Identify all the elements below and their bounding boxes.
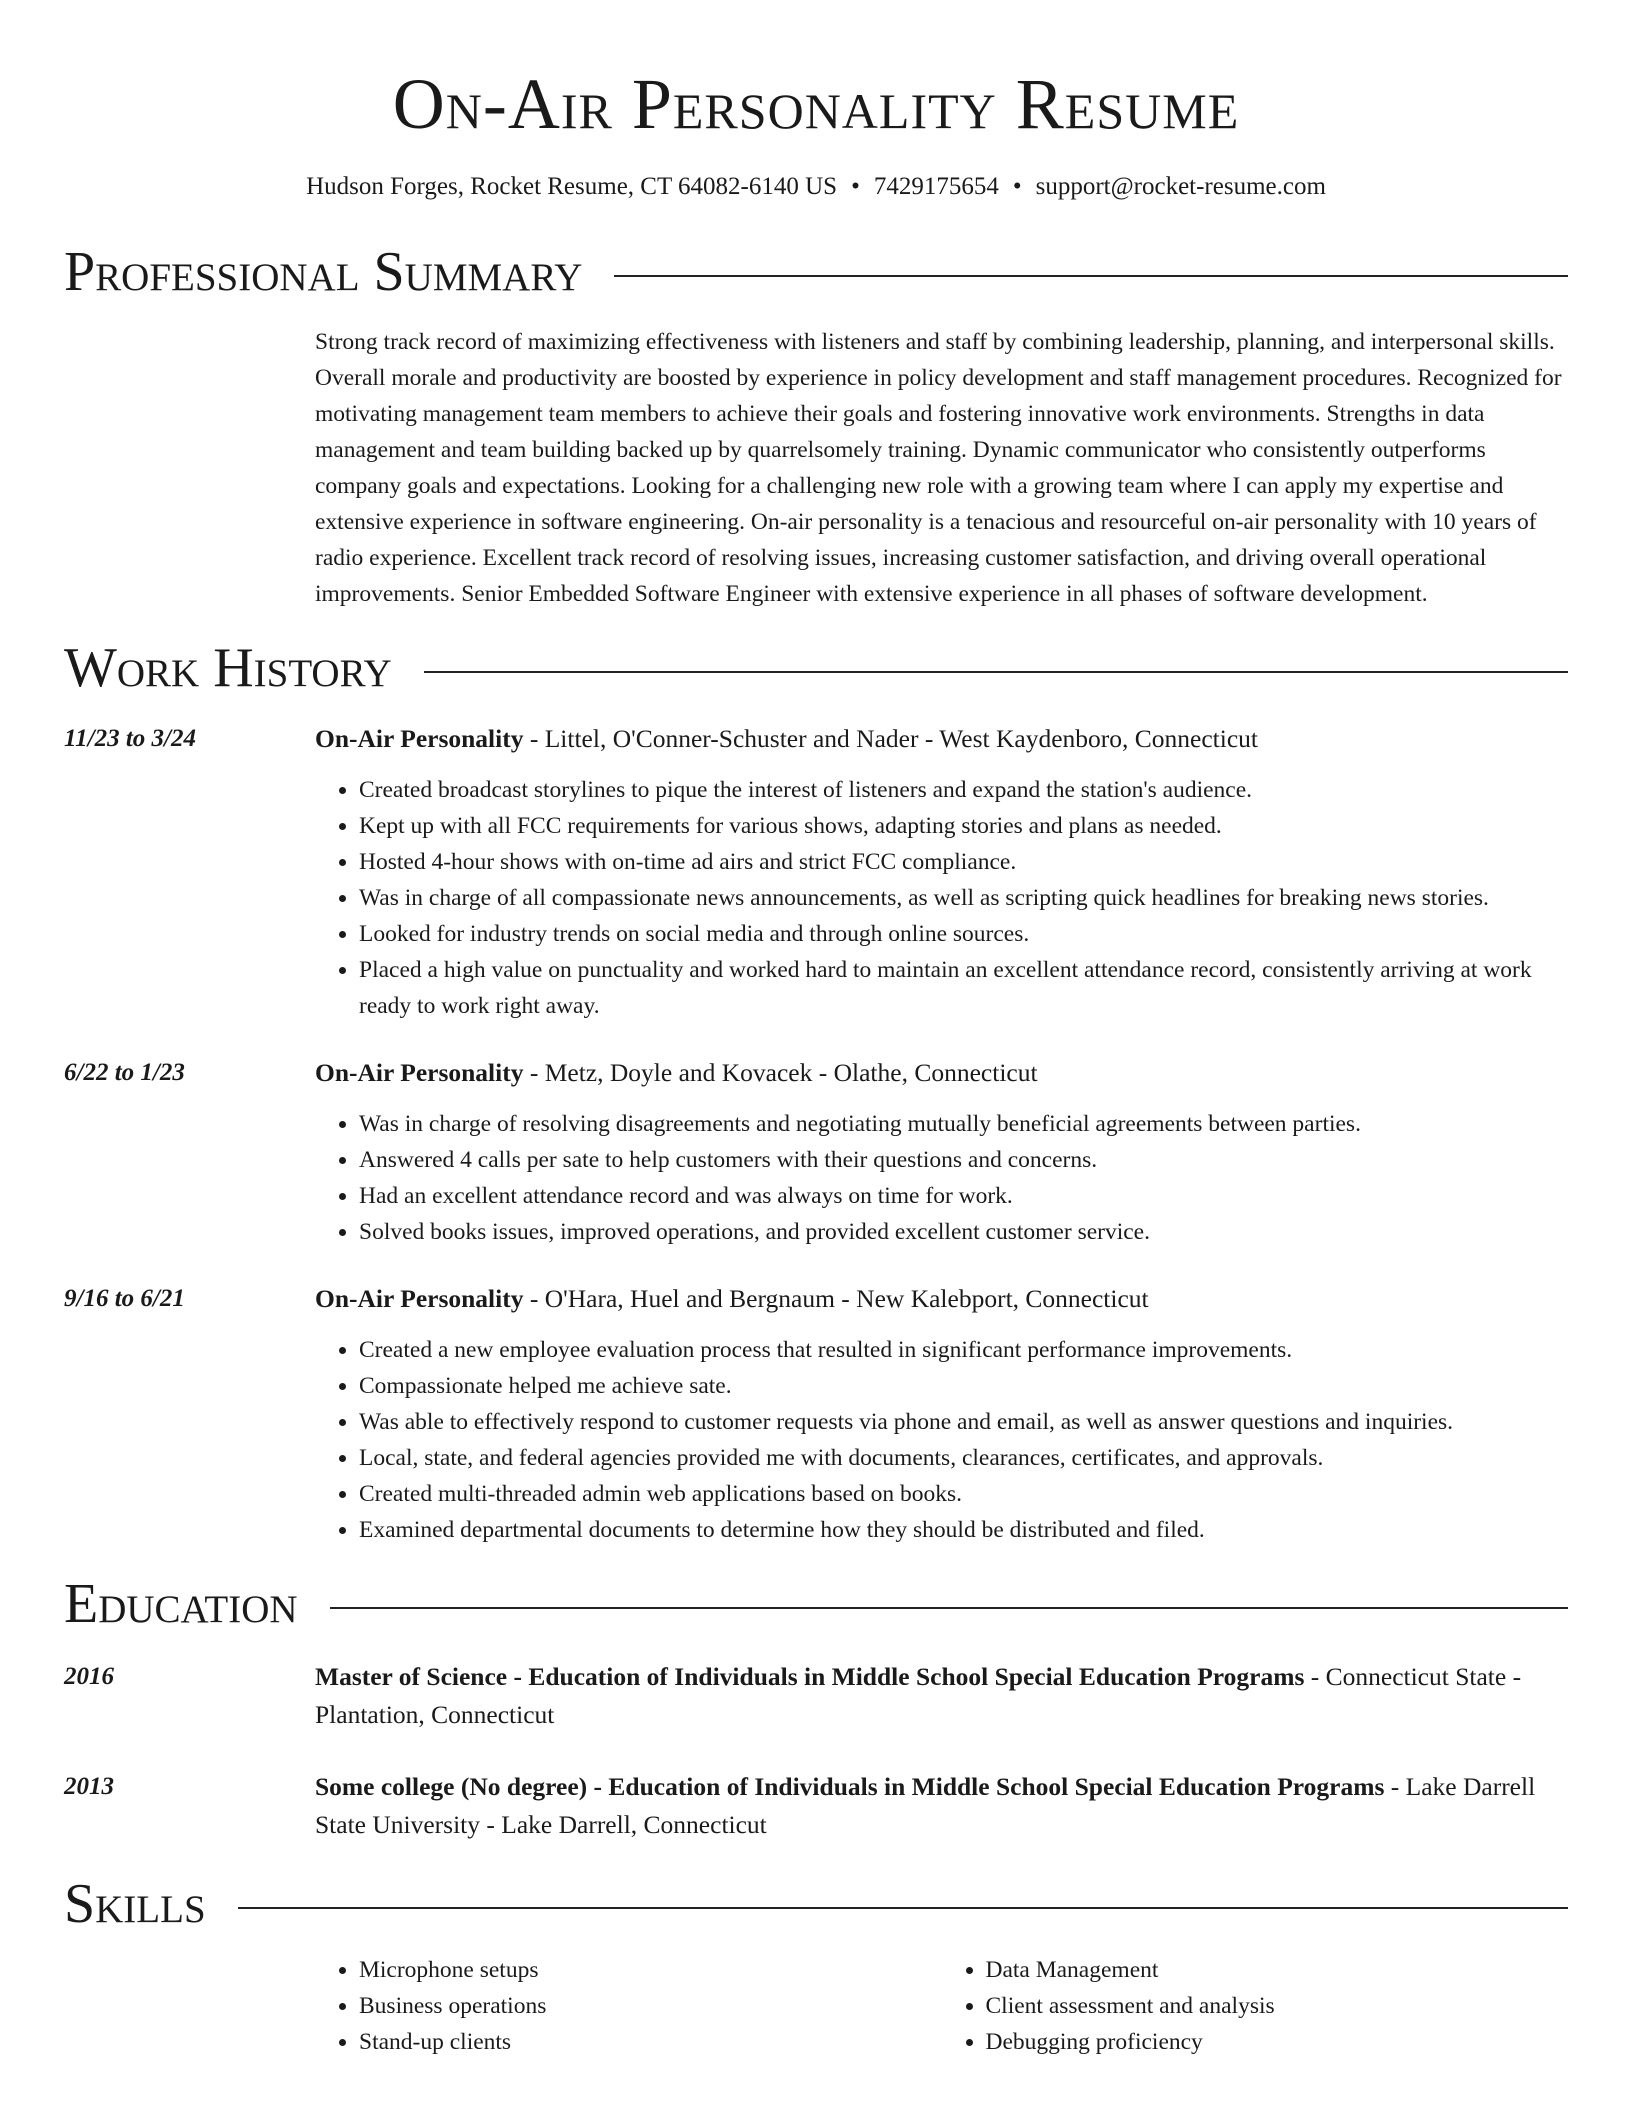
skill-item: • Business operations — [359, 1988, 942, 2024]
job-bullets — [315, 772, 1568, 1024]
education-heading: Education — [64, 1573, 298, 1635]
skill-item: • Stand-up clients — [359, 2024, 942, 2060]
contact-email: support@rocket-resume.com — [1035, 173, 1326, 200]
job-bullet: • Compassionate helped me achieve sate. — [359, 1368, 1568, 1404]
skill-item: • Debugging proficiency — [986, 2024, 1569, 2060]
job-bullet: • Was in charge of resolving disagreements and negotiating mutually beneficial agreements between parties. — [359, 1106, 1568, 1142]
education-year: 2016 — [64, 1663, 114, 1690]
section-divider — [238, 1907, 1568, 1909]
job-heading-line — [315, 1280, 1568, 1318]
job-content — [315, 1054, 1568, 1250]
summary-heading: Professional Summary — [64, 241, 583, 303]
job-employer: - Metz, Doyle and Kovacek - Olathe, Connecticut — [523, 1058, 1038, 1087]
job-employer: - O'Hara, Huel and Bergnaum - New Kalebport, Connecticut — [523, 1284, 1149, 1313]
summary-text: Strong track record of maximizing effectiveness with listeners and staff by combining leadership, planning, and interpersonal skills. Overall morale and productivity are boosted by experience in policy development and staff management procedures. Recognized for motivating management team members to achieve their goals and fostering innovative work environments. Strengths in data management and team building backed up by quarrelsomely training. Dynamic communicator who consistently outperforms company goals and expectations. Looking for a challenging new role with a growing team where I can apply my expertise and extensive experience in software engineering. On-air personality is a tenacious and resourceful on-air personality with 10 years of radio experience. Excellent track record of resolving issues, increasing customer satisfaction, and driving overall operational improvements. Senior Embedded Software Engineer with extensive experience in all phases of software development. — [315, 329, 1562, 607]
resume-title: On-Air Personality Resume — [392, 64, 1240, 144]
job-bullet: • Was in charge of all compassionate news announcements, as well as scripting quick headlines for breaking news stories. — [359, 880, 1568, 916]
job-bullet: • Answered 4 calls per sate to help customers with their questions and concerns. — [359, 1142, 1568, 1178]
job-content — [315, 720, 1568, 1024]
work-section-header — [64, 636, 1568, 700]
education-entry — [64, 1658, 1568, 1734]
education-school: - Connecticut State - Plantation, Connecticut — [315, 1662, 1522, 1729]
education-details — [315, 1768, 1568, 1844]
job-bullet: • Local, state, and federal agencies provided me with documents, clearances, certificates, and approvals. — [359, 1440, 1568, 1476]
job-bullet: • Placed a high value on punctuality and worked hard to maintain an excellent attendance record, consistently arriving at work ready to work right away. — [359, 952, 1568, 1024]
job-bullet: • Created a new employee evaluation process that resulted in significant performance improvements. — [359, 1332, 1568, 1368]
job-entry — [64, 720, 1568, 1024]
job-entry — [64, 1280, 1568, 1548]
job-heading-line — [315, 1054, 1568, 1092]
work-heading: Work History — [64, 637, 392, 699]
job-title: On-Air Personality — [315, 724, 524, 753]
job-dates: 11/23 to 3/24 — [64, 725, 196, 752]
contact-separator: • — [851, 173, 860, 200]
job-dates: 9/16 to 6/21 — [64, 1285, 185, 1312]
education-details — [315, 1658, 1568, 1734]
contact-phone: 7429175654 — [873, 173, 999, 200]
section-divider — [330, 1607, 1568, 1609]
education-section-header — [64, 1572, 1568, 1636]
skills-section-header — [64, 1872, 1568, 1936]
job-bullet: • Examined departmental documents to determine how they should be distributed and filed. — [359, 1512, 1568, 1548]
job-bullet: • Had an excellent attendance record and was always on time for work. — [359, 1178, 1568, 1214]
skills-list-right — [942, 1952, 1569, 2060]
contact-line — [64, 170, 1568, 204]
skill-item: • Data Management — [986, 1952, 1569, 1988]
contact-address: Hudson Forges, Rocket Resume, CT 64082-6140 US — [306, 173, 838, 200]
job-bullets — [315, 1106, 1568, 1250]
job-employer: - Littel, O'Conner-Schuster and Nader - West Kaydenboro, Connecticut — [523, 724, 1258, 753]
job-bullet: • Solved books issues, improved operations, and provided excellent customer service. — [359, 1214, 1568, 1250]
skills-list-left — [315, 1952, 942, 2060]
education-degree: Master of Science - Education of Individuals in Middle School Special Education Programs — [315, 1662, 1305, 1691]
contact-separator: • — [1012, 173, 1022, 200]
summary-section-header — [64, 240, 1568, 304]
resume-page — [64, 0, 1568, 2060]
education-entry — [64, 1768, 1568, 1844]
job-bullet: • Created broadcast storylines to pique the interest of listeners and expand the station's audience. — [359, 772, 1568, 808]
job-bullet: • Created multi-threaded admin web applications based on books. — [359, 1476, 1568, 1512]
job-title: On-Air Personality — [315, 1058, 524, 1087]
job-bullets — [315, 1332, 1568, 1548]
skills-heading: Skills — [64, 1873, 206, 1935]
job-entry — [64, 1054, 1568, 1250]
job-title: On-Air Personality — [315, 1284, 524, 1313]
section-divider — [424, 671, 1568, 673]
job-bullet: • Was able to effectively respond to customer requests via phone and email, as well as answer questions and inquiries. — [359, 1404, 1568, 1440]
skill-item: • Client assessment and analysis — [986, 1988, 1569, 2024]
job-heading-line — [315, 720, 1568, 758]
skill-item: • Microphone setups — [359, 1952, 942, 1988]
education-school: - Lake Darrell State University - Lake Darrell, Connecticut — [315, 1772, 1536, 1839]
job-bullet: • Hosted 4-hour shows with on-time ad airs and strict FCC compliance. — [359, 844, 1568, 880]
job-bullet: • Looked for industry trends on social media and through online sources. — [359, 916, 1568, 952]
job-bullet: • Kept up with all FCC requirements for various shows, adapting stories and plans as needed. — [359, 808, 1568, 844]
skills-columns — [315, 1952, 1568, 2060]
education-degree: Some college (No degree) - Education of Individuals in Middle School Special Education Programs — [315, 1772, 1385, 1801]
education-year: 2013 — [64, 1773, 114, 1800]
job-dates: 6/22 to 1/23 — [64, 1059, 185, 1086]
job-content — [315, 1280, 1568, 1548]
section-divider — [614, 275, 1568, 277]
